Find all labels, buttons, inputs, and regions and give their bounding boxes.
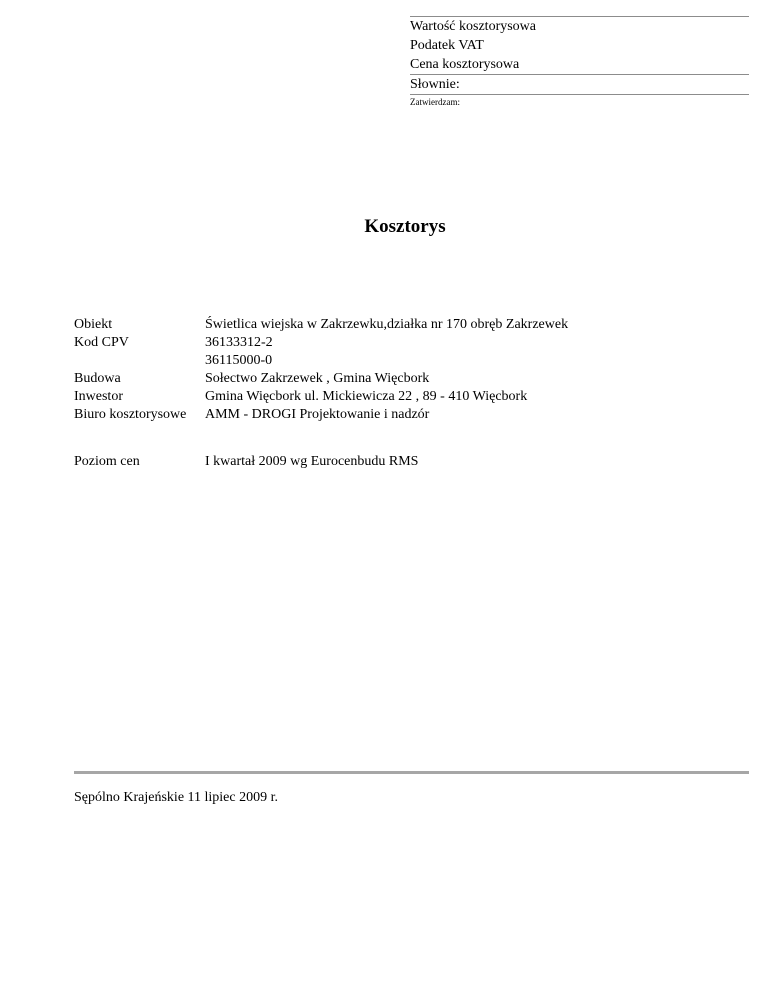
- info-row-construction: [74, 370, 754, 388]
- cpv-code-2: 36115000-0: [205, 353, 273, 368]
- document-title: Kosztorys: [364, 216, 446, 237]
- construction-label: Budowa: [74, 371, 121, 386]
- cpv-code-1: 36133312-2: [205, 335, 273, 350]
- cpv-values: [205, 334, 754, 370]
- price-level-row: [74, 453, 418, 471]
- office-label: Biuro kosztorysowe: [74, 407, 187, 422]
- price-level-value: I kwartał 2009 wg Eurocenbudu RMS: [205, 454, 419, 469]
- vat-label: Podatek VAT: [410, 38, 484, 53]
- footer-rule: [74, 771, 749, 774]
- price-level-label: Poziom cen: [74, 454, 140, 469]
- construction-value: Sołectwo Zakrzewek , Gmina Więcbork: [205, 371, 430, 386]
- project-info-table: [74, 316, 754, 424]
- info-row-office: [74, 406, 754, 424]
- cost-summary-box: [410, 16, 749, 109]
- info-row-investor: [74, 388, 754, 406]
- approve-label: Zatwierdzam:: [410, 97, 460, 107]
- investor-label: Inwestor: [74, 389, 123, 404]
- info-row-object: [74, 316, 754, 334]
- office-value: AMM - DROGI Projektowanie i nadzór: [205, 407, 430, 422]
- investor-value: Gmina Więcbork ul. Mickiewicza 22 , 89 - 410 Więcbork: [205, 389, 528, 404]
- cpv-label: Kod CPV: [74, 335, 129, 350]
- object-label: Obiekt: [74, 317, 113, 332]
- object-value: Świetlica wiejska w Zakrzewku,działka nr 170 obręb Zakrzewek: [205, 317, 569, 332]
- estimated-price-label: Cena kosztorysowa: [410, 57, 520, 72]
- place-and-date: Sępólno Krajeńskie 11 lipiec 2009 r.: [74, 790, 278, 805]
- in-words-label: Słownie:: [410, 77, 460, 92]
- info-row-cpv: [74, 334, 754, 370]
- estimated-value-label: Wartość kosztorysowa: [410, 19, 537, 34]
